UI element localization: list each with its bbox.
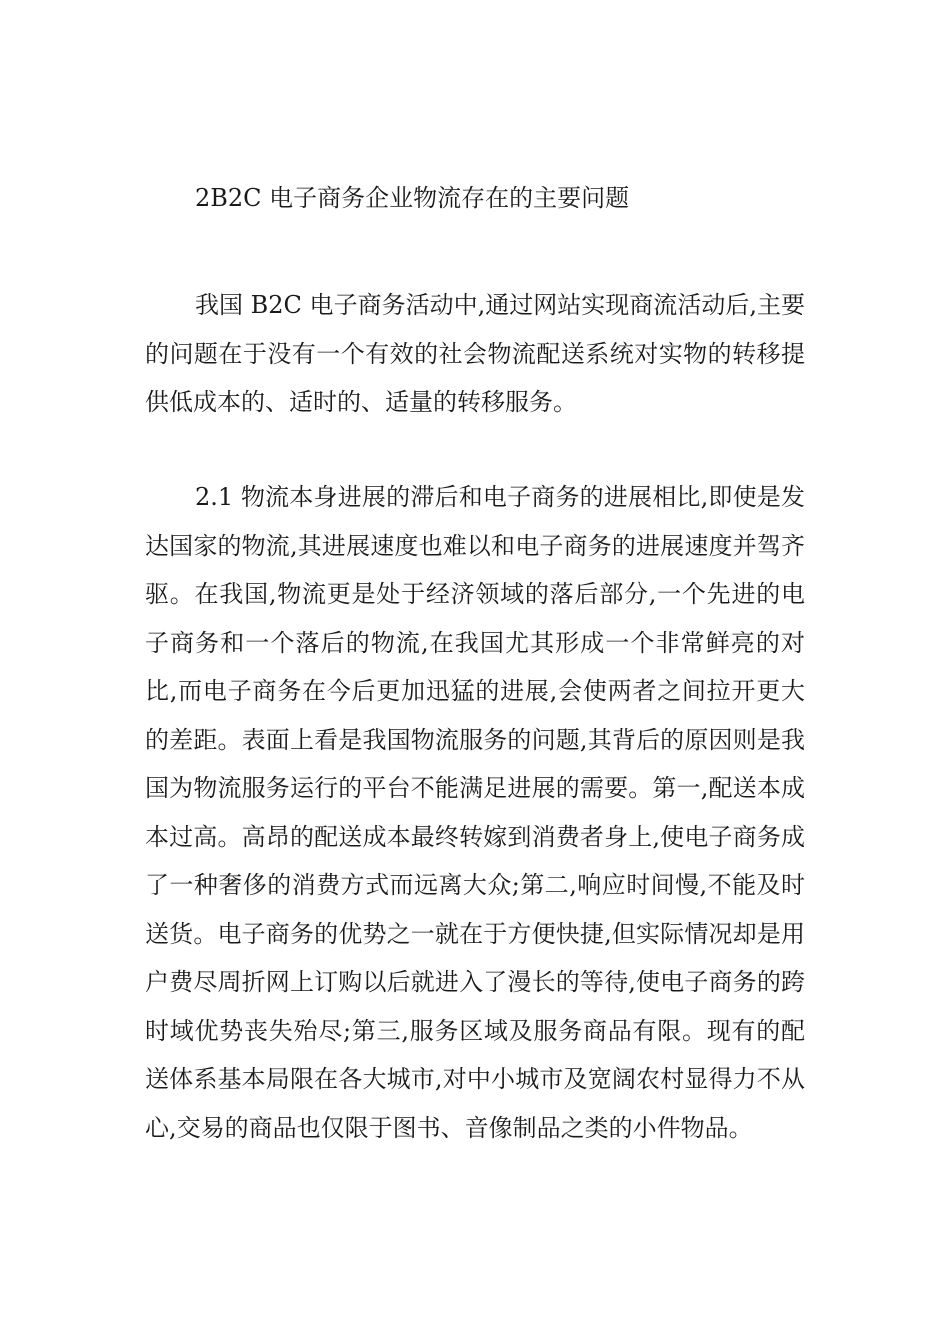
paragraph-intro: 我国 B2C 电子商务活动中,通过网站实现商流活动后,主要的问题在于没有一个有效的社会物流配送系统对实物的转移提供低成本的、适时的、适量的转移服务。 (145, 291, 805, 416)
section-heading: 2B2C 电子商务企业物流存在的主要问题 (195, 184, 630, 212)
paragraph-logistics-lag: 2.1 物流本身进展的滞后和电子商务的进展相比,即使是发达国家的物流,其进展速度也难以和电子商务的进展速度并驾齐驱。在我国,物流更是处于经济领域的落后部分,一个先进的电子商务和一个落后的物流,在我国尤其形成一个非常鲜亮的对比,而电子商务在今后更加迅猛的进展,会使两者之间拉开更大的差距。表面上看是我国物流服务的问题,其背后的原因则是我国为物流服务运行的平台不能满足进展的需要。第一,配送本成本过高。高昂的配送成本最终转嫁到消费者身上,使电子商务成了一种奢侈的消费方式而远离大众;第二,响应时间慢,不能及时送货。电子商务的优势之一就在于方便快捷,但实际情况却是用户费尽周折网上订购以后就进入了漫长的等待,使电子商务的跨时域优势丧失殆尽;第三,服务区域及服务商品有限。现有的配送体系基本局限在各大城市,对中小城市及宽阔农村显得力不从心,交易的商品也仅限于图书、音像制品之类的小件物品。 (145, 483, 805, 1142)
